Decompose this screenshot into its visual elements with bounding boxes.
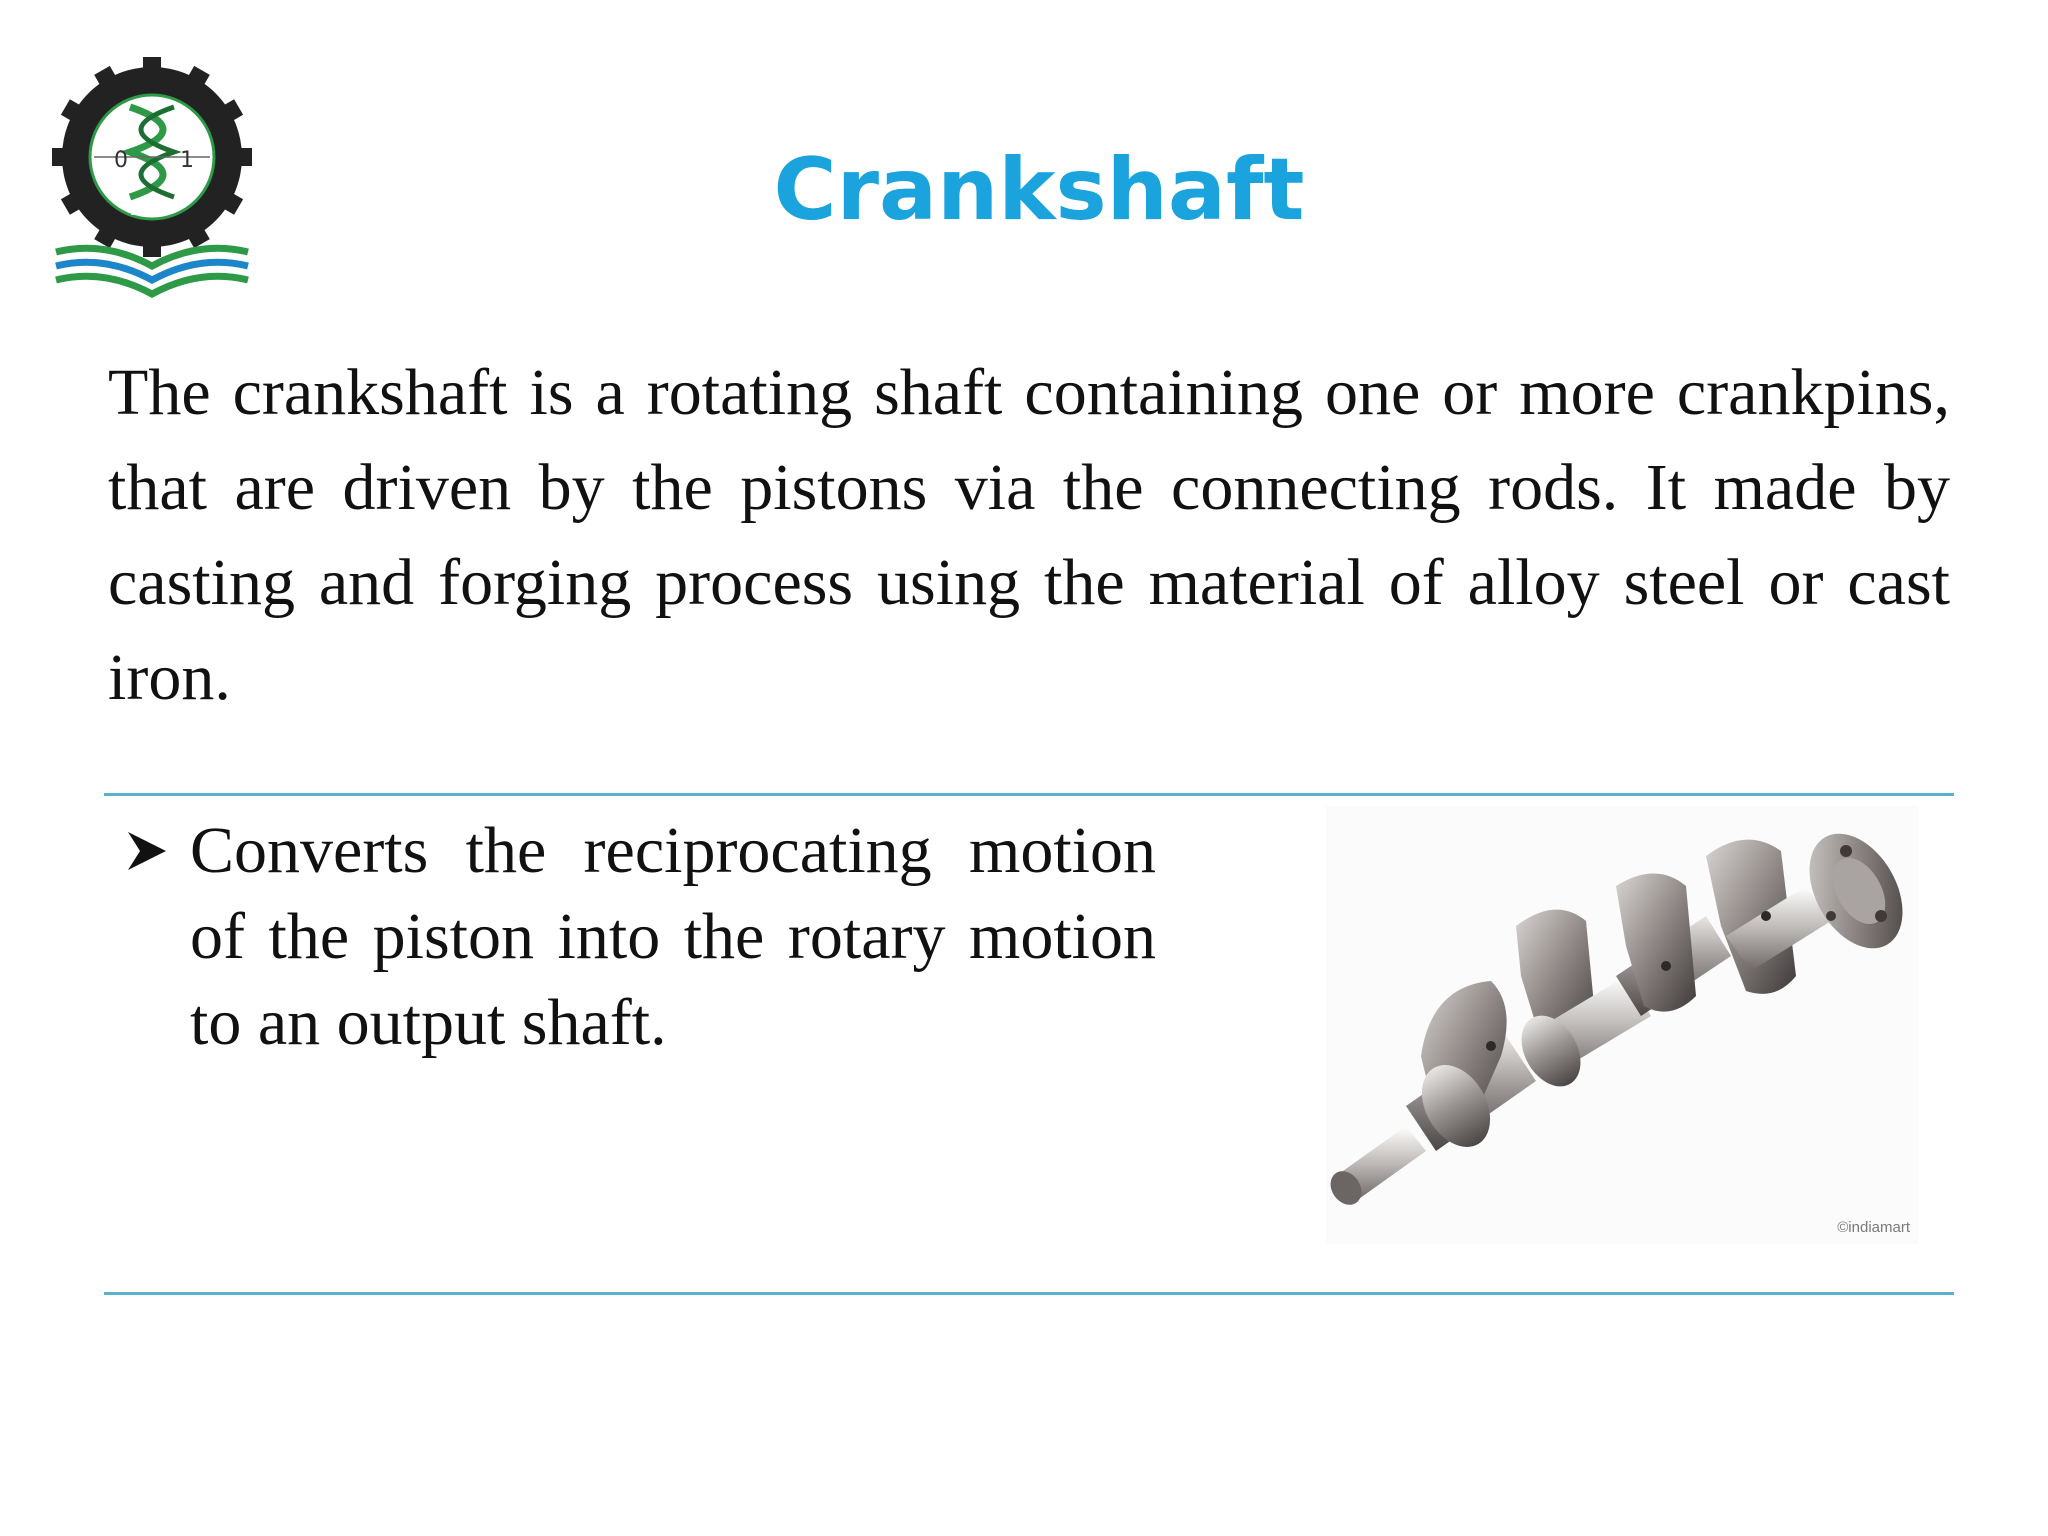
arrow-bullet-icon <box>124 828 170 874</box>
svg-text:1: 1 <box>180 148 194 173</box>
svg-text:HSTU: HSTU <box>130 203 173 219</box>
slide-title: Crankshaft <box>773 140 1305 240</box>
crankshaft-illustration <box>1326 806 1918 1244</box>
bullet-text: Converts the reciprocating motion of the piston into the rotary motion to an output shaft. <box>190 814 1156 1059</box>
divider-top <box>104 793 1954 796</box>
bullet-item <box>124 808 1156 1066</box>
image-credit: ©indiamart <box>1837 1219 1910 1236</box>
divider-bottom <box>104 1292 1954 1295</box>
definition-paragraph: The crankshaft is a rotating shaft containing one or more crankpins, that are driven by the pistons via the connecting rods. It made by casting and forging process using the material of alloy steel or cast iron. <box>108 356 1950 714</box>
svg-text:0: 0 <box>114 148 128 173</box>
crankshaft-image <box>1326 806 1918 1244</box>
